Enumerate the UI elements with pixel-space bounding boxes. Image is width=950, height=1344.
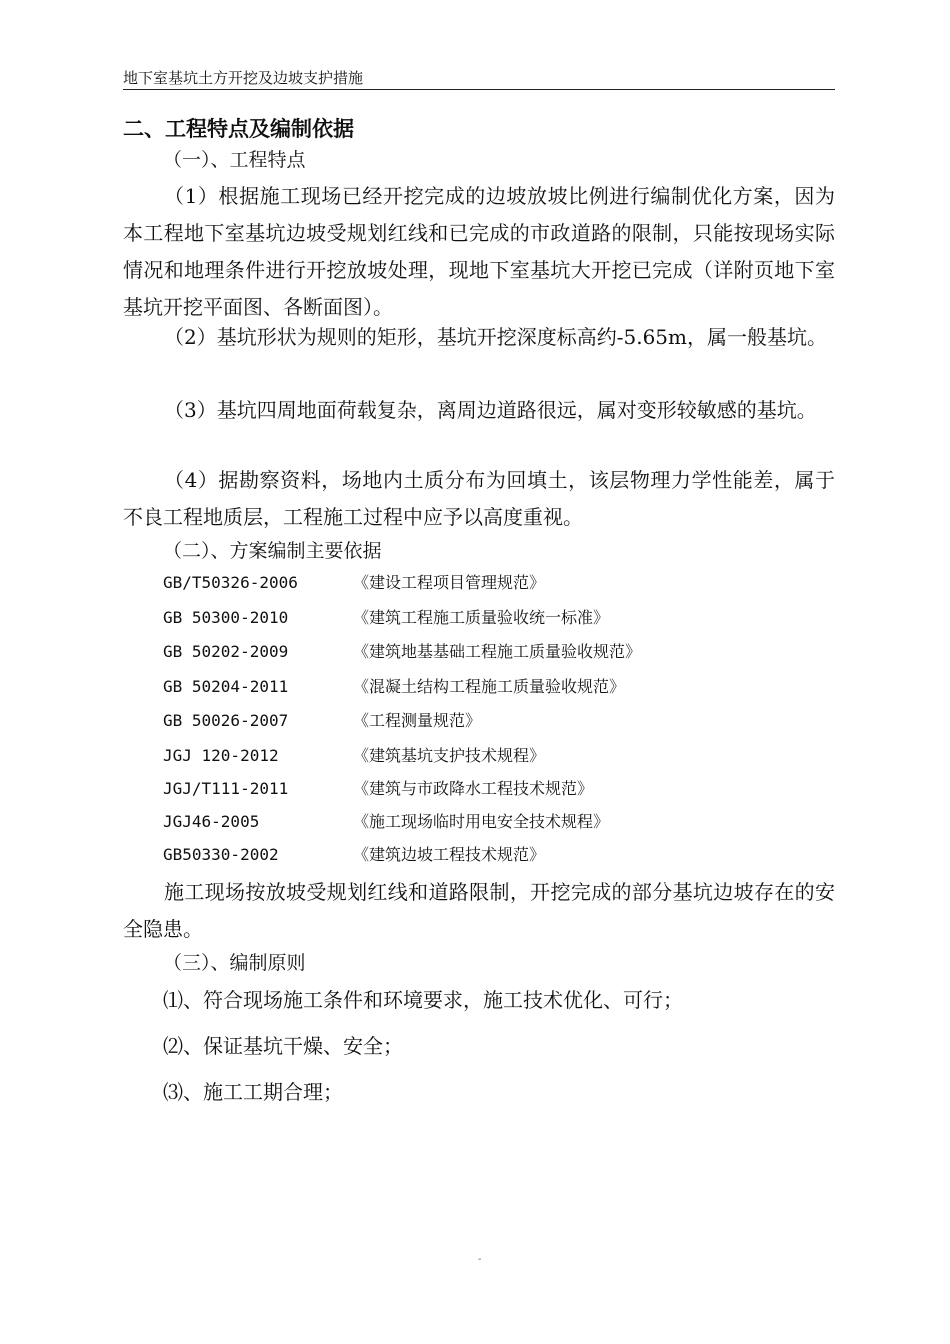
reference-name: 《建筑地基基础工程施工质量验收规范》 [353, 642, 642, 661]
reference-code: JGJ46-2005 [163, 812, 260, 831]
reference-row [163, 640, 641, 664]
principle-item: ⑵、保证基坑干燥、安全； [163, 1034, 403, 1058]
reference-row [163, 744, 545, 768]
reference-row [163, 675, 625, 699]
subsection-title-2: （二）、方案编制主要依据 [163, 540, 382, 562]
note-paragraph: 施工现场按放坡受规划红线和道路限制，开挖完成的部分基坑边坡存在的安全隐患。 [123, 880, 835, 941]
section-title: 二、工程特点及编制依据 [123, 117, 354, 141]
reference-code: GB 50204-2011 [163, 677, 289, 696]
reference-name: 《建筑边坡工程技术规范》 [353, 845, 546, 864]
reference-name: 《建筑基坑支护技术规程》 [353, 746, 546, 765]
reference-name: 《施工现场临时用电安全技术规程》 [353, 812, 610, 831]
reference-name: 《建设工程项目管理规范》 [353, 573, 546, 592]
reference-code: GB 50202-2009 [163, 642, 289, 661]
reference-row [163, 810, 609, 834]
reference-row [163, 606, 609, 630]
principle-item: ⑶、施工工期合理； [163, 1080, 343, 1104]
subsection-title-1: （一）、工程特点 [163, 149, 306, 171]
paragraph-item-4: （4）据勘察资料，场地内土质分布为回填土，该层物理力学性能差，属于不良工程地质层，工程施工过程中应予以高度重视。 [123, 468, 835, 529]
reference-row [163, 571, 545, 595]
reference-code: GB/T50326-2006 [163, 573, 298, 592]
reference-name: 《建筑工程施工质量验收统一标准》 [353, 608, 610, 627]
principle-item: ⑴、符合现场施工条件和环境要求，施工技术优化、可行； [163, 988, 683, 1012]
reference-code: JGJ 120-2012 [163, 746, 279, 765]
reference-name: 《混凝土结构工程施工质量验收规范》 [353, 677, 626, 696]
reference-code: GB 50300-2010 [163, 608, 289, 627]
paragraph-item-3: （3）基坑四周地面荷载复杂，离周边道路很远，属对变形较敏感的基坑。 [164, 398, 817, 422]
reference-name: 《工程测量规范》 [353, 711, 482, 730]
reference-row [163, 709, 481, 733]
reference-code: GB50330-2002 [163, 845, 279, 864]
reference-code: GB 50026-2007 [163, 711, 289, 730]
paragraph-item-1: （1）根据施工现场已经开挖完成的边坡放坡比例进行编制优化方案，因为本工程地下室基坑边坡受规划红线和已完成的市政道路的限制，只能按现场实际情况和地理条件进行开挖放坡处理，现地下室基坑大开挖已完成（详附页地下室基坑开挖平面图、各断面图）。 [123, 184, 835, 319]
paragraph-item-2: （2）基坑形状为规则的矩形，基坑开挖深度标高约-5.65m，属一般基坑。 [164, 325, 827, 349]
reference-code: JGJ/T111-2011 [163, 779, 289, 798]
reference-name: 《建筑与市政降水工程技术规范》 [353, 779, 594, 798]
page-number: - [478, 1254, 482, 1265]
page-header: 地下室基坑土方开挖及边坡支护措施 [123, 68, 835, 90]
reference-row [163, 843, 545, 867]
subsection-title-3: （三）、编制原则 [163, 952, 306, 974]
reference-row [163, 777, 593, 801]
